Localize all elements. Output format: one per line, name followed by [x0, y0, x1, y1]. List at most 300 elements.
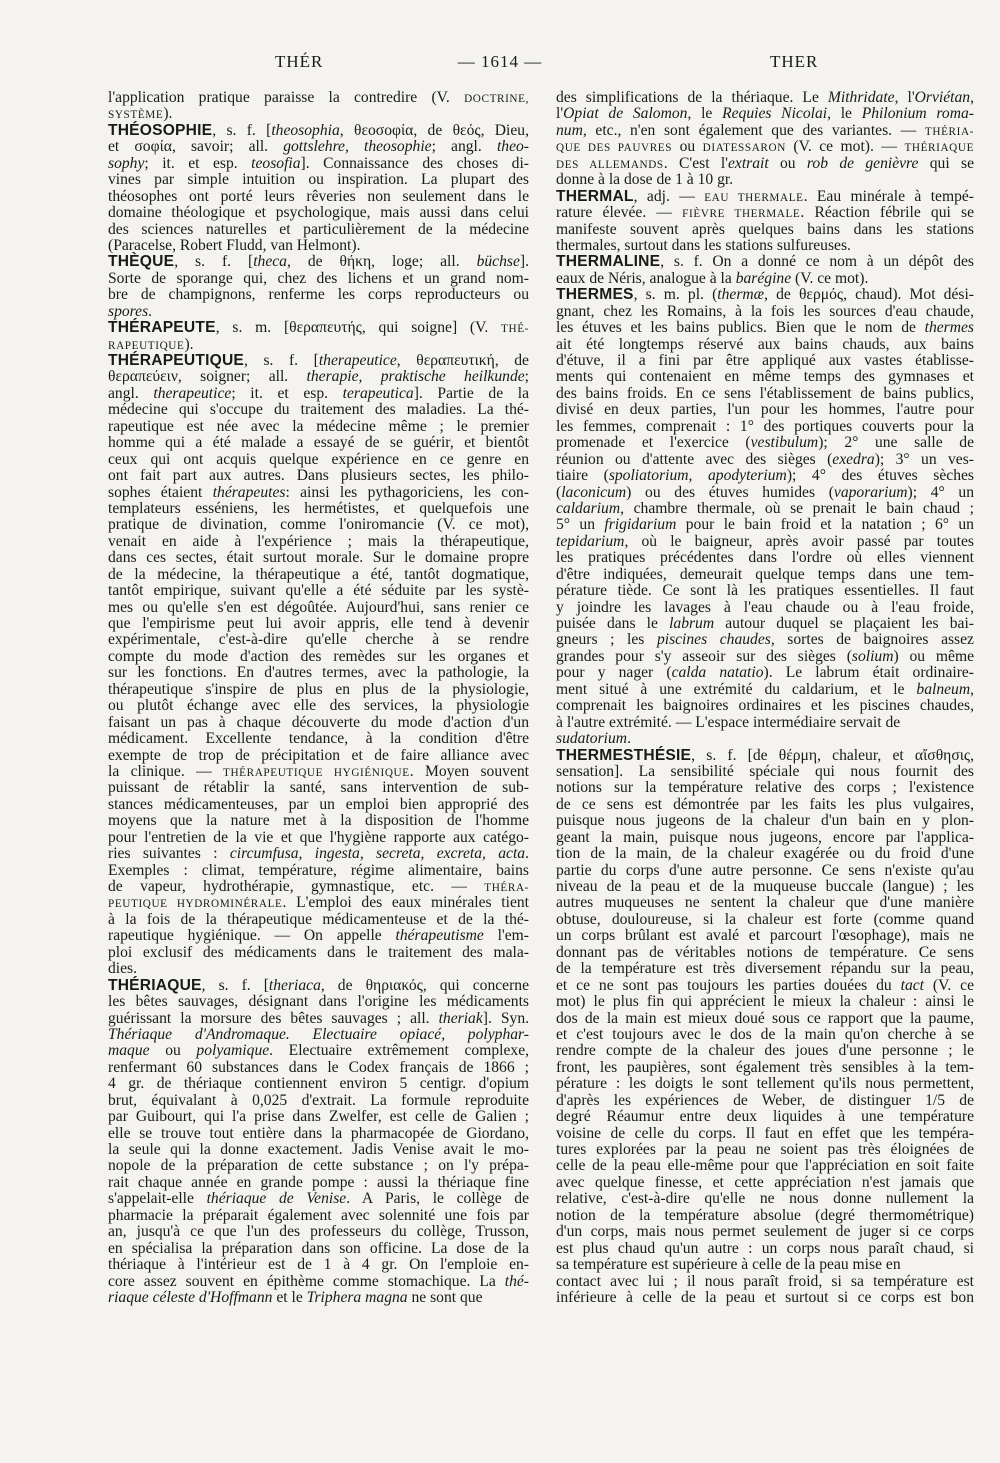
- italic-text: solium: [851, 647, 894, 665]
- text-run: , de θηριακός, qui concerne: [320, 976, 529, 994]
- text-line: [108, 616, 529, 632]
- text-line: [556, 698, 974, 714]
- text-run: pour le bain froid et la natation ; 6° un: [676, 516, 974, 534]
- italic-text: num: [556, 121, 583, 139]
- text-run: (V. ce mot). —: [785, 138, 905, 156]
- text-run: , où le baigneur, après avoir passé par toutes: [624, 532, 974, 550]
- text-line: [556, 1011, 974, 1027]
- text-run: ou: [768, 154, 807, 172]
- text-run: pour l'entretien de la vie et que l'hygiène rapporte aux catégo-: [108, 828, 529, 846]
- text-run: rapeutique est née avec la médecine même ; le premier: [108, 417, 529, 435]
- text-line: [108, 369, 529, 385]
- text-line: [108, 945, 529, 961]
- text-run: , θεοσοφία, de θεός, Dieu,: [339, 121, 529, 139]
- italic-text: piscines chaudes: [656, 631, 771, 649]
- text-run: ).: [184, 335, 194, 353]
- italic-text: Orviétan: [914, 89, 971, 106]
- text-line: [556, 715, 974, 731]
- entry-headword: THERMALINE: [556, 253, 661, 271]
- text-line: [556, 682, 974, 698]
- text-line: [556, 1158, 974, 1174]
- text-line: [556, 1060, 974, 1076]
- running-head-left: THÉR: [275, 52, 324, 71]
- text-line: [556, 1043, 974, 1059]
- text-run: compte du mode d'action des remèdes sur les organes et: [108, 647, 529, 665]
- entry-headword: THÉRIAQUE: [108, 976, 202, 994]
- text-run: , le: [827, 105, 862, 123]
- text-run: ,: [970, 89, 974, 106]
- text-run: ]. Syn.: [482, 1009, 530, 1027]
- italic-text: spores: [108, 302, 149, 320]
- text-run: ait été longtemps réservé aux bains chauds, aux bains: [556, 335, 974, 353]
- italic-text: thérapeutisme: [395, 927, 484, 945]
- text-run: y joindre les lavages à l'eau chaude ou à l'eau froide,: [556, 598, 974, 616]
- text-run: de ce sens est démontrée par les faits les plus vulgaires,: [556, 795, 974, 813]
- text-run: les pratiques précédentes dans l'ordre où elles viennent: [556, 549, 974, 567]
- text-line: [108, 1126, 529, 1142]
- text-run: ,: [970, 680, 974, 698]
- text-line: [556, 846, 974, 862]
- italic-text: barégine: [735, 269, 792, 287]
- text-line: [556, 337, 974, 353]
- italic-text: thériaque de Venise: [206, 1190, 347, 1208]
- text-line: [108, 1060, 529, 1076]
- text-run: puisque nous jugeons de la chaleur d'un bain en y plon-: [556, 812, 974, 830]
- text-line: [556, 468, 974, 484]
- italic-text: Mithridate: [827, 89, 895, 106]
- text-run: avec quelque finesse, et cette appréciation n'est jamais que: [556, 1173, 974, 1191]
- text-line: [108, 1241, 529, 1257]
- text-line: [108, 797, 529, 813]
- text-run: inférieure à celle de la peau et surtout si ce corps est bon: [556, 1288, 974, 1306]
- text-run: , s. f. On a donné ce nom à un dépôt des: [660, 253, 974, 271]
- text-line: [556, 517, 974, 533]
- text-run: moyens que la nature met à la disposition de l'homme: [108, 812, 529, 830]
- entry-headword: THÉRAPEUTIQUE: [108, 352, 245, 369]
- italic-text: theo-: [496, 138, 529, 156]
- text-line: [556, 238, 974, 254]
- text-line: [108, 419, 529, 435]
- text-line: [108, 912, 529, 928]
- text-line: [556, 1142, 974, 1158]
- text-run: ne sont que: [407, 1288, 483, 1306]
- text-line: [556, 780, 974, 796]
- text-run: . Réaction fébrile qui se: [800, 204, 974, 222]
- text-run: front, les paupières, sont également très sensibles à la tem-: [556, 1058, 974, 1076]
- text-run: .: [525, 845, 529, 863]
- text-line: [108, 172, 529, 188]
- text-run: ).: [163, 105, 173, 123]
- text-run: renfermant 60 substances dans le Codex français de 1866 ;: [108, 1058, 529, 1076]
- italic-text: extrait: [727, 154, 769, 172]
- italic-text: thermes: [924, 319, 974, 337]
- text-run: (V. ce mot).: [791, 269, 869, 287]
- text-line: [108, 320, 529, 336]
- text-line: [108, 123, 529, 139]
- text-line: [108, 748, 529, 764]
- italic-text: therapeutice: [318, 352, 397, 369]
- text-line: [108, 90, 529, 106]
- text-line: [556, 205, 974, 221]
- text-run: ). Le labrum était ordinaire-: [763, 664, 975, 682]
- text-run: ].: [519, 253, 529, 271]
- italic-text: labrum: [669, 615, 715, 632]
- text-run: dies.: [108, 960, 138, 978]
- text-run: 4 gr. de thériaque contiennent environ 5 centigr. d'opium: [108, 1075, 529, 1093]
- text-line: [556, 1027, 974, 1043]
- text-run: (V. ce: [924, 976, 975, 994]
- italic-text: vaporarium: [833, 483, 908, 501]
- text-line: [108, 632, 529, 648]
- text-line: [108, 139, 529, 155]
- text-line: [556, 271, 974, 287]
- text-line: [108, 1109, 529, 1125]
- italic-text: circumfusa, ingesta, secreta, excreta, acta: [229, 845, 526, 863]
- text-run: ou: [149, 1042, 197, 1060]
- italic-text: maque: [108, 1042, 150, 1060]
- text-run: sa température est supérieure à celle de la peau mise en: [556, 1256, 901, 1274]
- text-line: [556, 1126, 974, 1142]
- text-line: [556, 1093, 974, 1109]
- small-caps-text: EAU THERMALE: [704, 191, 804, 204]
- text-run: un corps brûlant est avalé et parcourt l'œsophage), mais ne: [556, 927, 974, 945]
- text-line: [556, 764, 974, 780]
- text-run: vines par simple intuition ou inspiration. La plupart des: [108, 171, 529, 189]
- text-line: [556, 616, 974, 632]
- text-run: . Electuaire extrêmement complexe,: [269, 1042, 530, 1060]
- text-run: .: [148, 302, 153, 320]
- text-run: exempte de trop de précipitation et de faire alliance avec: [108, 746, 529, 764]
- entry-headword: THERMAL: [556, 187, 634, 205]
- text-run: nopole de la préparation de cette substance ; on l'y prépa-: [108, 1157, 529, 1175]
- text-line: [108, 1158, 529, 1174]
- italic-text: therapeutice: [153, 384, 232, 402]
- text-run: , s. f. [: [174, 253, 254, 271]
- italic-text: caldarium: [556, 499, 621, 517]
- text-run: angl.: [108, 384, 154, 402]
- text-run: est plus chaud qu'un autre : un corps nous paraît chaud, si: [556, 1239, 974, 1257]
- text-run: de vapeur, hydrothérapie, gymnastique, etc. —: [108, 878, 485, 895]
- text-line: [108, 879, 529, 895]
- text-line: [556, 287, 974, 303]
- text-run: . L'emploi des eaux minérales tient: [282, 894, 529, 912]
- small-caps-text: THÉRA-: [484, 882, 529, 894]
- text-run: . Moyen souvent: [409, 762, 530, 780]
- text-run: , s. m. pl. (: [633, 286, 718, 304]
- text-run: θεραπεύειν, soigner; all.: [108, 368, 307, 386]
- text-run: .: [627, 730, 631, 748]
- text-run: ); 2° une salle de: [818, 434, 974, 452]
- text-line: [108, 353, 529, 369]
- text-run: pratique de divination, comme l'oniromancie (V. ce mot),: [108, 516, 529, 534]
- text-run: thérapeutique s'inspire de plus en plus de la physiologie,: [108, 680, 529, 698]
- text-line: [108, 1076, 529, 1092]
- text-line: [108, 1175, 529, 1191]
- text-line: [556, 567, 974, 583]
- text-run: pharmacie la préparait également avec solennité une fois par: [108, 1206, 529, 1224]
- text-line: [556, 419, 974, 435]
- italic-text: Philonium roma-: [861, 105, 974, 123]
- text-line: [556, 501, 974, 517]
- text-line: [108, 1208, 529, 1224]
- text-run: d'un corps, mais nous permet seulement de juger si ce corps: [556, 1223, 974, 1241]
- text-line: [108, 550, 529, 566]
- text-run: ment situé à une extrémité du caldarium, et le: [556, 680, 917, 698]
- text-run: ) ou des étuves humides (: [626, 483, 834, 501]
- text-run: homme qui a été malade a essayé de se guérir, et bientôt: [108, 434, 529, 452]
- text-run: bre de champignons, renferme les corps reproducteurs ou: [108, 286, 529, 304]
- text-line: [108, 928, 529, 944]
- text-run: tures explorées par la peau ne soient pas très éloignées de: [556, 1141, 974, 1158]
- text-run: ceux qui ont acquis quelque expérience en ce genre en: [108, 450, 529, 468]
- text-run: puisée dans le: [556, 615, 670, 632]
- text-line: [108, 895, 529, 911]
- text-run: les étuves et les bains publics. Bien que le nom de: [556, 319, 925, 337]
- text-line: [556, 534, 974, 550]
- small-caps-text: THÉRIA-: [924, 125, 974, 138]
- text-line: [108, 156, 529, 172]
- text-run: , s. f. [: [244, 352, 319, 369]
- text-line: [108, 863, 529, 879]
- left-column: [108, 90, 529, 1306]
- text-run: promenade et l'exercice (: [556, 434, 751, 452]
- text-line: [108, 452, 529, 468]
- small-caps-text: FIÈVRE THERMALE: [682, 208, 801, 221]
- text-run: thériaque à l'intérieur est de 1 à 4 gr. On l'emploie en-: [108, 1256, 529, 1274]
- text-run: ); 3° un ves-: [874, 450, 974, 468]
- text-line: [556, 1208, 974, 1224]
- italic-text: balneum: [916, 680, 971, 698]
- text-run: geant la main, puisque nous jugeons, encore par l'applica-: [556, 828, 974, 846]
- text-line: [108, 583, 529, 599]
- italic-text: Thériaque d'Andromaque. Electuaire opiacé, polyphar-: [108, 1025, 529, 1043]
- text-run: tiaire (: [556, 467, 609, 485]
- text-run: mot) le plus fin qui apprécient le mieux la chaleur : ainsi le: [556, 993, 974, 1011]
- entry-headword: THÉOSOPHIE: [108, 121, 213, 139]
- text-line: [556, 222, 974, 238]
- text-run: comprenait les baignoires ordinaires et les piscines chaudes,: [556, 697, 974, 715]
- small-caps-text: THÉRIAQUE: [904, 142, 975, 155]
- italic-text: tact: [900, 976, 924, 994]
- right-column: [556, 90, 974, 1306]
- text-line: [556, 369, 974, 385]
- small-caps-text: SYSTÈME: [108, 109, 164, 122]
- text-run: réunion ou d'attente avec des sièges (: [556, 450, 833, 468]
- text-line: [556, 748, 974, 764]
- text-run: an, jusqu'à ce que l'un des professeurs du collège, Trusson,: [108, 1223, 529, 1241]
- text-run: et le: [272, 1288, 307, 1306]
- text-line: [556, 386, 974, 402]
- text-run: à l'autre extrémité. — L'espace intermédiaire servait de: [556, 713, 901, 731]
- text-run: divisé en deux parties, l'un pour les hommes, l'autre pour: [556, 401, 974, 419]
- text-line: [556, 1224, 974, 1240]
- italic-text: terapeutica: [342, 384, 414, 402]
- text-line: [556, 1290, 974, 1306]
- text-run: degré Réaumur entre deux liquides à une température: [556, 1108, 974, 1126]
- text-line: [108, 780, 529, 796]
- entry-headword: THÉRAPEUTE: [108, 319, 216, 337]
- text-run: thermales, surtout dans les stations sulfureuses.: [556, 236, 851, 254]
- text-run: , l': [894, 89, 915, 106]
- text-line: [108, 1290, 529, 1306]
- text-run: dos de la main est mieux doué sous ce rapport que la paume,: [556, 1009, 974, 1027]
- text-run: , de θερμός, chaud). Mot dési-: [764, 286, 974, 304]
- small-caps-text: QUE DES PAUVRES: [556, 142, 673, 155]
- text-run: , etc., n'en sont également que des variantes. —: [582, 121, 925, 139]
- text-run: pérature tiède. Ce sont là les pratiques essentielles. Il faut: [556, 582, 974, 600]
- text-run: , s. f. [: [201, 976, 269, 994]
- text-line: [556, 600, 974, 616]
- text-run: autres muqueuses ne sentent la chaleur que d'une manière: [556, 894, 974, 912]
- italic-text: frigidarium: [604, 516, 677, 534]
- italic-text: Requies Nicolai: [722, 105, 828, 123]
- text-run: . C'est l': [663, 154, 728, 172]
- text-run: , sortes de baignoires assez: [770, 631, 974, 649]
- text-line: [556, 928, 974, 944]
- text-line: [108, 1191, 529, 1207]
- text-line: [556, 123, 974, 139]
- text-line: [556, 583, 974, 599]
- text-line: [556, 863, 974, 879]
- italic-text: calda natatio: [671, 664, 764, 682]
- text-line: [556, 139, 974, 155]
- text-run: . A Paris, le collège de: [346, 1190, 529, 1208]
- text-line: [108, 1142, 529, 1158]
- italic-text: therapie, praktische heilkunde: [306, 368, 525, 386]
- text-run: eaux de Néris, analogue à la: [556, 269, 736, 287]
- text-run: rapeutique hygiénique. — On appelle: [108, 927, 396, 945]
- text-run: gneurs ; les: [556, 631, 657, 649]
- italic-text: theriak: [438, 1009, 483, 1027]
- text-run: , s. f. [: [212, 121, 272, 139]
- text-run: de la médecine, la thérapeutique a été, tantôt dogmatique,: [108, 565, 529, 583]
- text-run: et ce ne sont pas toujours les parties douées du: [556, 976, 901, 994]
- text-run: donne à la dose de 1 à 10 gr.: [556, 171, 734, 189]
- text-run: brut, équivalant à 0,025 d'extrait. La formule reproduite: [108, 1091, 529, 1109]
- text-run: pour y nager (: [556, 664, 672, 682]
- text-run: ) ou même: [893, 647, 974, 665]
- italic-text: sudatorium: [556, 730, 628, 748]
- text-run: rait chaque année en grande pompe : aussi la thériaque fine: [108, 1173, 529, 1191]
- text-line: [108, 534, 529, 550]
- italic-text: teosofia: [251, 154, 301, 172]
- italic-text: Opiat de Salomon: [563, 105, 688, 123]
- italic-text: thé-: [504, 1272, 529, 1290]
- text-line: [108, 402, 529, 418]
- text-run: puissant de rétablir la santé, sans intervention de sub-: [108, 779, 529, 797]
- text-run: niveau de la peau et de la muqueuse buccale (langue) ; les: [556, 878, 974, 895]
- text-run: ); 4° un: [907, 483, 975, 501]
- text-run: la clinique. —: [108, 762, 224, 780]
- text-line: [556, 1191, 974, 1207]
- text-run: ; it. et esp.: [231, 384, 343, 402]
- text-run: d'être indiquées, demeurait quelque temps dans une tem-: [556, 565, 974, 583]
- text-line: [556, 435, 974, 451]
- text-line: [556, 649, 974, 665]
- text-run: , adj. —: [633, 187, 705, 205]
- italic-text: tepidarium: [556, 532, 625, 550]
- text-line: [556, 1109, 974, 1125]
- text-line: [556, 485, 974, 501]
- text-run: rature élevée. —: [556, 204, 683, 222]
- text-line: [108, 1011, 529, 1027]
- text-run: templateurs esséniens, les hermétistes, et quelquefois une: [108, 499, 529, 517]
- text-line: [556, 550, 974, 566]
- text-run: , le: [687, 105, 723, 123]
- text-line: [108, 682, 529, 698]
- text-line: [108, 961, 529, 977]
- text-line: [556, 1175, 974, 1191]
- text-run: Sorte de sporange qui, chez des lichens et un grand nom-: [108, 269, 529, 287]
- text-run: d'étuve, il a fini par être appliqué aux vastes établisse-: [556, 352, 974, 369]
- text-run: des bains froids. En ce sens l'établissement de bains publics,: [556, 384, 974, 402]
- italic-text: laconicum: [561, 483, 627, 501]
- italic-text: thérapeutes: [212, 483, 286, 501]
- text-run: 5° un: [556, 516, 605, 534]
- text-run: de la température est très diversement répandu sur la peau,: [556, 960, 974, 978]
- text-line: [556, 1257, 974, 1273]
- text-run: contact avec lui ; il nous paraît froid, si sa température est: [556, 1272, 974, 1290]
- text-line: [556, 632, 974, 648]
- text-run: d'après les expériences de Weber, de distinguer 1/5 de: [556, 1091, 974, 1109]
- text-run: ; angl.: [431, 138, 497, 156]
- text-run: , chambre thermale, où se prenait le bain chaud ;: [620, 499, 974, 517]
- text-run: expérimentale, c'est-à-dire qu'elle cherche à se rendre: [108, 631, 529, 649]
- text-run: , s. f. [de θέρμη, chaleur, et αἴσθησις,: [691, 746, 974, 764]
- text-line: [556, 304, 974, 320]
- text-line: [108, 846, 529, 862]
- text-run: obtuse, douloureuse, si la chaleur est forte (comme quand: [556, 910, 974, 928]
- text-run: ; it. et esp.: [144, 154, 252, 172]
- text-run: guérissant la morsure des bêtes sauvages ; all.: [108, 1009, 439, 1027]
- text-run: rendre compte de la chaleur des joues d'une personne ; le: [556, 1042, 974, 1060]
- text-line: [556, 1076, 974, 1092]
- text-run: des sciences naturelles et particulièrement de la médecine: [108, 220, 529, 238]
- entry-headword: THERMESTHÉSIE: [556, 746, 692, 764]
- text-run: qui se: [918, 154, 974, 172]
- text-run: grandes pour s'y asseoir sur des sièges (: [556, 647, 852, 665]
- text-line: [108, 1257, 529, 1273]
- text-line: [108, 1274, 529, 1290]
- text-line: [108, 386, 529, 402]
- text-line: [108, 1027, 529, 1043]
- text-run: venait en aide à l'expérience ; mais la thérapeutique,: [108, 532, 529, 550]
- italic-text: riaque céleste d'Hoffmann: [108, 1288, 273, 1306]
- italic-text: exedra: [832, 450, 875, 468]
- text-run: l'em-: [483, 927, 529, 945]
- running-head-right: THER: [770, 52, 819, 71]
- text-run: Exemples : climat, température, régime alimentaire, bains: [108, 861, 529, 879]
- text-run: , de θήκη, loge; all.: [286, 253, 477, 271]
- text-line: [108, 517, 529, 533]
- text-run: mes ou qu'elle s'en est dégoûtée. Aujourd'hui, sans renier ce: [108, 598, 529, 616]
- text-line: [556, 994, 974, 1010]
- italic-text: theriaca: [268, 976, 321, 994]
- text-run: dans ces sectes, était surtout morale. Sur le domaine propre: [108, 549, 529, 567]
- text-run: ); 4° des étuves sèches: [786, 467, 974, 485]
- text-run: celle de la peau elle-même pour que l'appréciation en soit faite: [556, 1157, 974, 1175]
- text-line: [556, 353, 974, 369]
- text-line: [108, 665, 529, 681]
- text-run: domaine théologique et psychologique, mais aussi dans celui: [108, 204, 529, 222]
- text-line: [108, 1093, 529, 1109]
- text-run: pérature : les doigts le sont tellement qu'ils nous permettent,: [556, 1075, 974, 1093]
- text-line: [556, 156, 974, 172]
- text-run: : ainsi les pythagoriciens, les con-: [285, 483, 529, 501]
- text-run: s'appelait-elle: [108, 1190, 207, 1208]
- entry-headword: THÈQUE: [108, 253, 175, 271]
- italic-text: thermæ: [717, 286, 765, 304]
